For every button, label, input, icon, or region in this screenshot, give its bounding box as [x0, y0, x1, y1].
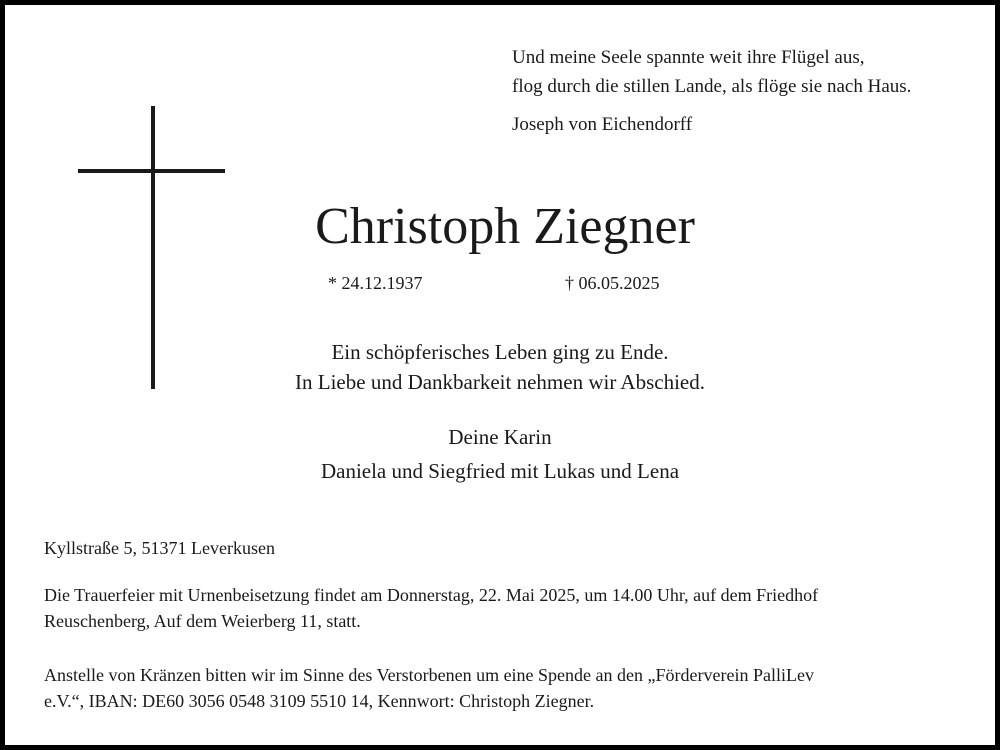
- donation-line-2: e.V.“, IBAN: DE60 3056 0548 3109 5510 14, Kennwort: Christoph Ziegner.: [44, 691, 595, 711]
- family-line-2: Daniela und Siegfried mit Lukas und Lena: [320, 459, 680, 483]
- deceased-name: Christoph Ziegner: [315, 198, 695, 255]
- address: Kyllstraße 5, 51371 Leverkusen: [44, 538, 275, 558]
- family-line-1: Deine Karin: [448, 425, 552, 449]
- donation-line-1: Anstelle von Kränzen bitten wir im Sinne des Verstorbenen um eine Spende an den „Förderverein PalliLev: [44, 665, 814, 685]
- ceremony-line-2: Reuschenberg, Auf dem Weierberg 11, statt.: [44, 611, 361, 631]
- ceremony-line-1: Die Trauerfeier mit Urnenbeisetzung findet am Donnerstag, 22. Mai 2025, um 14.00 Uhr, auf dem Friedhof: [44, 585, 819, 605]
- quote-author: Joseph von Eichendorff: [512, 114, 693, 135]
- death-date: † 06.05.2025: [565, 273, 660, 293]
- quote-line-2: flog durch die stillen Lande, als flöge sie nach Haus.: [512, 76, 912, 97]
- birth-date: * 24.12.1937: [328, 273, 423, 293]
- message-line-1: Ein schöpferisches Leben ging zu Ende.: [331, 340, 669, 364]
- message-line-2: In Liebe und Dankbarkeit nehmen wir Abschied.: [295, 370, 705, 394]
- cross-horizontal-bar: [78, 169, 225, 173]
- quote-line-1: Und meine Seele spannte weit ihre Flügel aus,: [512, 47, 865, 68]
